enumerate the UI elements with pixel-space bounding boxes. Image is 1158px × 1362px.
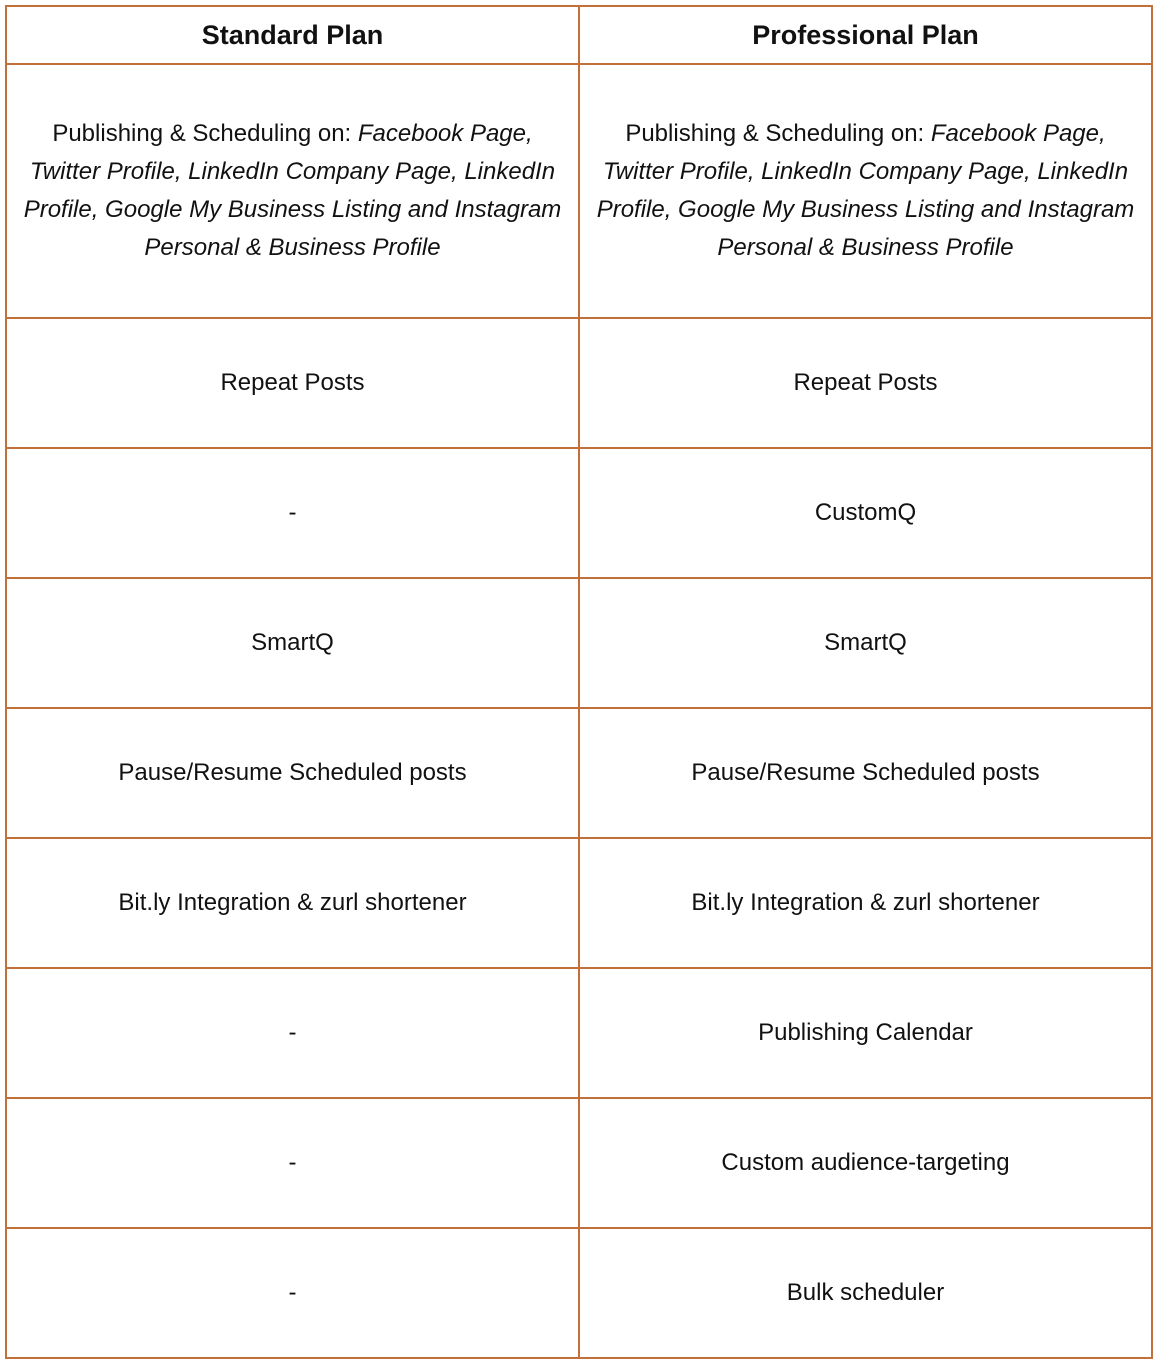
professional-feature-cell: Bit.ly Integration & zurl shortener — [579, 838, 1152, 968]
plan-comparison — [5, 5, 1153, 1359]
professional-feature-cell: Pause/Resume Scheduled posts — [579, 708, 1152, 838]
professional-feature-cell: Custom audience-targeting — [579, 1098, 1152, 1228]
table-row — [6, 578, 1152, 708]
publishing-prefix: Publishing & Scheduling on: — [52, 120, 358, 147]
professional-feature-cell: CustomQ — [579, 448, 1152, 578]
publishing-row — [6, 64, 1152, 318]
standard-feature-cell: - — [6, 1098, 579, 1228]
professional-publishing-cell — [579, 64, 1152, 318]
header-row — [6, 6, 1152, 64]
professional-feature-cell: Publishing Calendar — [579, 968, 1152, 1098]
table-row — [6, 838, 1152, 968]
professional-plan-header: Professional Plan — [579, 6, 1152, 64]
publishing-prefix: Publishing & Scheduling on: — [625, 120, 931, 147]
standard-feature-cell: SmartQ — [6, 578, 579, 708]
standard-plan-header: Standard Plan — [6, 6, 579, 64]
table-row — [6, 1098, 1152, 1228]
table-row — [6, 708, 1152, 838]
table-row — [6, 448, 1152, 578]
standard-feature-cell: - — [6, 968, 579, 1098]
professional-feature-cell: SmartQ — [579, 578, 1152, 708]
standard-feature-cell: Pause/Resume Scheduled posts — [6, 708, 579, 838]
table-row — [6, 968, 1152, 1098]
standard-feature-cell: - — [6, 448, 579, 578]
standard-feature-cell: Repeat Posts — [6, 318, 579, 448]
professional-feature-cell: Bulk scheduler — [579, 1228, 1152, 1358]
platform-list: Facebook Page, Twitter Profile, LinkedIn Company Page, LinkedIn Profile, Google My Business Listing and Instagram Personal & Business Profile — [23, 120, 562, 261]
platform-list: Facebook Page, Twitter Profile, LinkedIn Company Page, LinkedIn Profile, Google My Business Listing and Instagram Personal & Business Profile — [596, 120, 1135, 261]
table-row — [6, 318, 1152, 448]
standard-publishing-cell — [6, 64, 579, 318]
plan-comparison-table — [5, 5, 1153, 1359]
professional-feature-cell: Repeat Posts — [579, 318, 1152, 448]
standard-feature-cell: - — [6, 1228, 579, 1358]
standard-feature-cell: Bit.ly Integration & zurl shortener — [6, 838, 579, 968]
table-row — [6, 1228, 1152, 1358]
